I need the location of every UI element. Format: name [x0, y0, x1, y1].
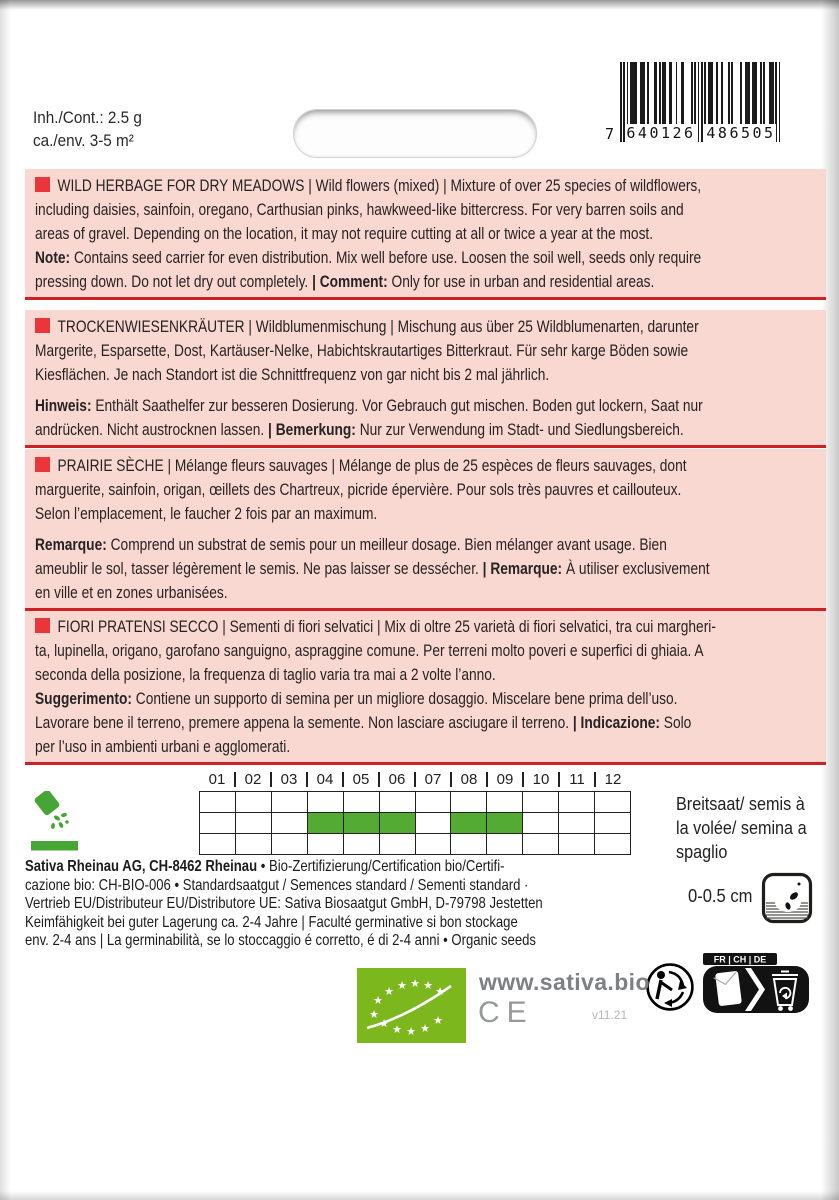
- content-info: [33, 106, 154, 152]
- text: À utiliser exclusivement: [562, 560, 710, 578]
- svg-text:★: ★: [397, 979, 407, 992]
- calendar-month-row: [199, 768, 631, 791]
- text: marguerite, sainfoin, origan, œillets des Chartreux, picride épervière. Pour sols très pauvres et caillouteux.: [35, 481, 682, 499]
- sowing-depth-icon: [761, 872, 813, 924]
- publisher-info: [25, 858, 655, 951]
- text-line: [25, 858, 648, 877]
- text-block-german-lines: [35, 315, 814, 442]
- text-line: [35, 394, 814, 418]
- bold-text: | Bemerkung:: [268, 421, 356, 439]
- sowing-depth-label: 0-0.5 cm: [688, 886, 753, 906]
- text: Nur zur Verwendung im Stadt- und Siedlungsbereich.: [355, 421, 684, 439]
- svg-text:★: ★: [406, 1025, 416, 1038]
- bold-text: Hinweis:: [35, 397, 92, 415]
- text-block-italian: [25, 611, 826, 765]
- text-line: [35, 502, 814, 526]
- calendar-cell: [344, 834, 380, 855]
- red-square-bullet: [35, 318, 50, 333]
- text: Contiene un supporto di semina per un migliore dosaggio. Miscelare bene prima dell’uso.: [131, 690, 678, 708]
- calendar-cell: [451, 792, 487, 813]
- text-line: [35, 581, 814, 605]
- text: ameublir le sol, tasser légèrement le semis. Ne pas laisser se dessécher.: [35, 560, 483, 578]
- text: la volée/ semina a: [676, 818, 807, 838]
- sowing-method-label: [676, 792, 839, 864]
- text-line: [35, 711, 814, 735]
- barcode-digit-lead: 7: [605, 125, 615, 143]
- text-line: [25, 877, 648, 896]
- calendar-month-label: 02: [235, 771, 271, 788]
- publisher-lines: [25, 858, 648, 951]
- calendar-cell: [272, 813, 308, 834]
- calendar-cell: [559, 813, 595, 834]
- text: • Bio-Zertifizierung/Certification bio/Certifi-: [257, 858, 505, 875]
- text: Lavorare bene il terreno, premere appena la semente. Non lasciare asciugare il terreno.: [35, 714, 573, 732]
- text-block-french-lines: [35, 454, 814, 605]
- text-line: [35, 174, 814, 198]
- text: Vertrieb EU/Distributeur EU/Distributore UE: Sativa Biosaatgut GmbH, D-79798 Jestetten: [25, 895, 543, 913]
- calendar-cell: [595, 834, 631, 855]
- text: Breitsaat/ semis à: [676, 794, 805, 814]
- text: Selon l’emplacement, le faucher 2 fois par an maximum.: [35, 505, 378, 523]
- eu-organic-logo: [357, 968, 466, 1043]
- calendar-cell: [200, 813, 236, 834]
- text: Only for use in urban and residential areas.: [387, 273, 655, 291]
- barcode-bar: [779, 62, 781, 142]
- calendar-cell: [236, 792, 272, 813]
- text-line: [676, 792, 838, 816]
- coverage-area: ca./env. 3-5 m²: [33, 131, 134, 150]
- text: including daisies, sainfoin, oregano, Carthusian pinks, hawkweed-like bittercress. For very barren soils and: [35, 201, 684, 219]
- calendar-cell: [595, 792, 631, 813]
- text-line: [35, 478, 814, 502]
- text-line: [676, 816, 838, 840]
- text: andrücken. Nicht austrocknen lassen.: [35, 421, 269, 439]
- svg-text:★: ★: [392, 1023, 402, 1036]
- text: Enthält Saathelfer zur besseren Dosierung. Vor Gebrauch gut mischen. Boden gut lockern, Saat nur: [91, 397, 703, 415]
- text: env. 2-4 ans | La germinabilità, se lo stoccaggio é corretto, é di 2-4 anni • Organic seeds: [25, 932, 536, 950]
- calendar-cell: [451, 834, 487, 855]
- red-square-bullet: [35, 457, 50, 472]
- calendar-cell: [416, 792, 452, 813]
- text-line: [35, 557, 814, 581]
- text-line: [25, 895, 648, 914]
- calendar-cell: [523, 834, 559, 855]
- bold-text: Sativa Rheinau AG, CH-8462 Rheinau: [25, 858, 258, 875]
- text: en ville et en zones urbanisées.: [35, 584, 228, 602]
- text-block-french: [25, 449, 826, 611]
- svg-text:★: ★: [420, 1022, 430, 1035]
- calendar-cell: [308, 834, 344, 855]
- text-block-italian-lines: [35, 615, 814, 759]
- text-line: [35, 687, 814, 711]
- text: spaglio: [676, 842, 728, 862]
- version-label: v11.21: [592, 1008, 628, 1022]
- text-block-english: [25, 169, 826, 300]
- text-line: [35, 270, 814, 294]
- calendar-cell: [451, 813, 487, 834]
- calendar-cell: [416, 813, 452, 834]
- packet-edge-bottom: [0, 1191, 839, 1200]
- country-band: FR | CH | DE: [713, 954, 767, 965]
- packet-edge-left: [0, 0, 11, 1200]
- sowing-method-lines: [676, 792, 838, 864]
- text-line: [35, 454, 814, 478]
- calendar-month-label: 10: [523, 771, 559, 788]
- text-line: [35, 533, 814, 557]
- text: Margerite, Esparsette, Dost, Kartäuser-Nelke, Habichtskrautartiges Bitterkraut. Für sehr karge Böden sowie: [35, 342, 689, 360]
- text-line: [25, 914, 648, 933]
- text-line: [35, 222, 814, 246]
- text: WILD HERBAGE FOR DRY MEADOWS | Wild flowers (mixed) | Mixture of over 25 species of wildflowers,: [57, 177, 702, 195]
- calendar-month-label: 04: [307, 771, 343, 788]
- text-line: [35, 663, 814, 687]
- calendar-month-label: 09: [487, 771, 523, 788]
- text: cazione bio: CH-BIO-006 • Standardsaatgut / Semences standard / Sementi standard ·: [25, 876, 529, 894]
- barcode-digits-left: 640126: [626, 124, 696, 142]
- bold-text: | Remarque:: [482, 560, 563, 578]
- calendar-month-label: 12: [595, 771, 631, 788]
- bold-text: | Indicazione:: [572, 714, 660, 732]
- text: Comprend un substrat de semis pour un meilleur dosage. Bien mélanger avant usage. Bien: [106, 536, 667, 554]
- packet-edge-top: [0, 0, 839, 10]
- svg-text:★: ★: [373, 994, 383, 1007]
- red-square-bullet: [35, 177, 50, 192]
- calendar-cell: [200, 834, 236, 855]
- text-line: [35, 639, 814, 663]
- calendar-month-label: 05: [343, 771, 379, 788]
- calendar-month-label: 11: [559, 771, 595, 788]
- calendar-cell: [487, 792, 523, 813]
- calendar-cell: [380, 813, 416, 834]
- text: Keimfähigkeit bei guter Lagerung ca. 2-4 Jahre | Faculté germinative si bon stockage: [25, 913, 518, 931]
- calendar-cell: [200, 792, 236, 813]
- svg-text:★: ★: [435, 985, 445, 998]
- text-block-german: [25, 310, 826, 448]
- calendar-cell: [308, 792, 344, 813]
- broadcast-sowing-icon: [30, 791, 80, 853]
- calendar-month-label: 06: [379, 771, 415, 788]
- text-line: [676, 840, 838, 864]
- calendar-cell: [380, 792, 416, 813]
- text: PRAIRIE SÈCHE | Mélange fleurs sauvages | Mélange de plus de 25 espèces de fleurs sauvages, dont: [57, 457, 687, 475]
- text: pressing down. Do not let dry out completely.: [35, 273, 313, 291]
- calendar-cell: [523, 813, 559, 834]
- text-line: [35, 363, 814, 387]
- bold-text: Note:: [35, 249, 71, 267]
- text-line: [25, 932, 648, 951]
- calendar-cell: [308, 813, 344, 834]
- text-block-english-lines: [35, 174, 814, 294]
- bold-text: Remarque:: [35, 536, 107, 554]
- sowing-calendar: [199, 768, 631, 855]
- text: areas of gravel. Depending on the location, it may not require cutting at all or twice a year at the most.: [35, 225, 654, 243]
- barcode-digits-right: 486505: [706, 124, 776, 142]
- text: ta, lupinella, origano, garofano sanguigno, aspraggine comune. Per terreni molto poveri e superfici di ghiaia. A: [35, 642, 704, 660]
- text-line: [35, 615, 814, 639]
- website-url: www.sativa.bio: [479, 969, 650, 995]
- red-square-bullet: [35, 618, 50, 633]
- svg-text:★: ★: [433, 1014, 443, 1027]
- calendar-grid: [199, 791, 631, 855]
- calendar-cell: [559, 834, 595, 855]
- text: TROCKENWIESENKRÄUTER | Wildblumenmischung | Mischung aus über 25 Wildblumenarten, darunter: [57, 318, 699, 336]
- svg-text:★: ★: [384, 985, 394, 998]
- calendar-month-label: 08: [451, 771, 487, 788]
- text-line: [35, 246, 814, 270]
- calendar-cell: [487, 834, 523, 855]
- hang-hole: [293, 109, 537, 158]
- text-line: [35, 339, 814, 363]
- calendar-cell: [380, 834, 416, 855]
- calendar-month-label: 01: [208, 771, 226, 788]
- barcode: [605, 62, 782, 146]
- calendar-cell: [523, 792, 559, 813]
- calendar-cell: [344, 813, 380, 834]
- text-line: [35, 315, 814, 339]
- text: FIORI PRATENSI SECCO | Sementi di fiori selvatici | Mix di oltre 25 varietà di fiori selvatici, tra cui margheri-: [57, 618, 716, 636]
- bold-text: Suggerimento:: [35, 690, 132, 708]
- text: per l’uso in ambienti urbani e agglomerati.: [35, 738, 291, 756]
- calendar-cell: [487, 813, 523, 834]
- calendar-cell: [559, 792, 595, 813]
- calendar-cell: [272, 792, 308, 813]
- calendar-cell: [595, 813, 631, 834]
- calendar-cell: [236, 834, 272, 855]
- calendar-month-label: 03: [271, 771, 307, 788]
- content-quantity: Inh./Cont.: 2.5 g: [33, 108, 142, 127]
- text-line: [35, 198, 814, 222]
- text-line: [35, 418, 814, 442]
- packaging-disposal-icon: [702, 953, 810, 1020]
- calendar-cell: [416, 834, 452, 855]
- calendar-cell: [236, 813, 272, 834]
- text: seconda della posizione, la frequenza di taglio varia tra mai a 2 volte l’anno.: [35, 666, 496, 684]
- text: Contains seed carrier for even distribution. Mix well before use. Loosen the soil well, seeds only require: [70, 249, 702, 267]
- calendar-cell: [272, 834, 308, 855]
- text: Kiesflächen. Je nach Standort ist die Schnittfrequenz von gar nicht bis 2 mal jährlich.: [35, 366, 550, 384]
- ce-mark: CE: [478, 996, 534, 1029]
- calendar-cell: [344, 792, 380, 813]
- calendar-month-label: 07: [415, 771, 451, 788]
- bold-text: | Comment:: [312, 273, 388, 291]
- svg-text:★: ★: [369, 1008, 379, 1021]
- svg-text:★: ★: [410, 977, 420, 990]
- triman-recycling-icon: [645, 962, 695, 1012]
- svg-text:★: ★: [423, 979, 433, 992]
- svg-text:★: ★: [379, 1017, 389, 1030]
- text-line: [35, 735, 814, 759]
- text: Solo: [659, 714, 692, 732]
